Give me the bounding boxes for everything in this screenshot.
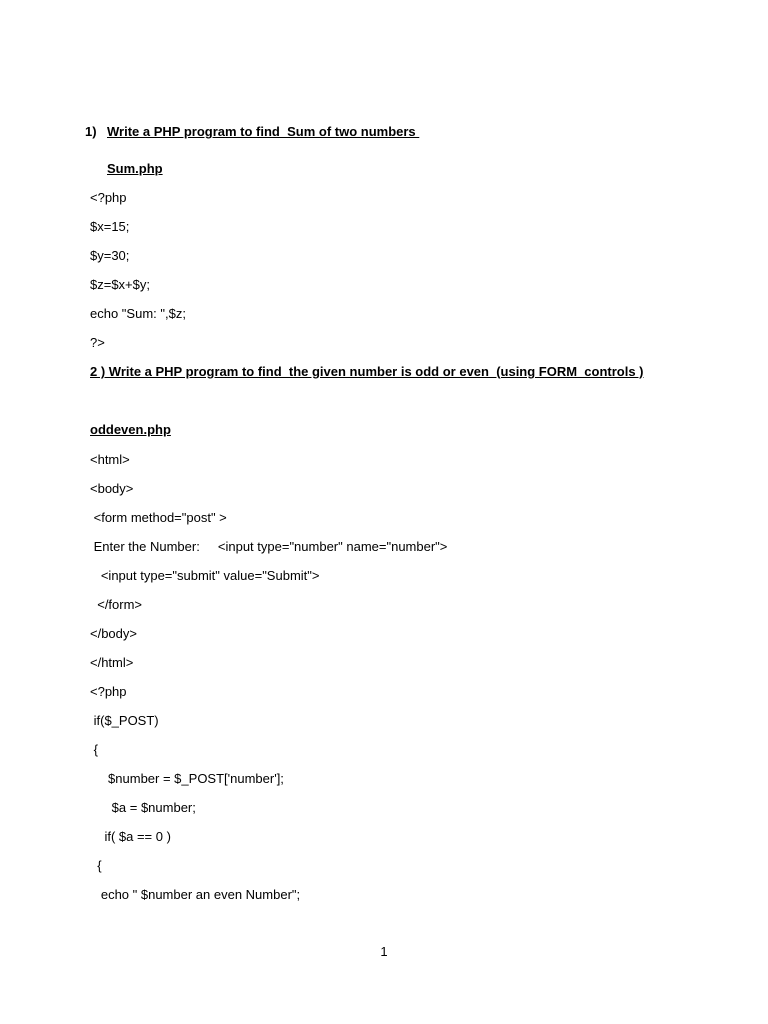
code-line: Enter the Number: <input type="number" name="number">: [90, 539, 448, 554]
question-1-title: Write a PHP program to find Sum of two numbers: [107, 124, 420, 139]
code-line: $y=30;: [90, 248, 130, 263]
code-line: <form method="post" >: [90, 510, 227, 525]
code-line: echo "Sum: ",$z;: [90, 306, 186, 321]
code-line: $a = $number;: [90, 800, 196, 815]
code-line: ?>: [90, 335, 105, 350]
code-line: </form>: [90, 597, 143, 612]
code-line: $x=15;: [90, 219, 130, 234]
code-line: </html>: [90, 655, 134, 670]
code-line: </body>: [90, 626, 137, 641]
question-2-title: 2 ) Write a PHP program to find the given number is odd or even (using FORM controls ): [90, 364, 644, 379]
code-line: <?php: [90, 684, 127, 699]
code-line: <input type="submit" value="Submit">: [90, 568, 320, 583]
code-line: <?php: [90, 190, 127, 205]
code-line: echo " $number an even Number";: [90, 887, 301, 902]
question-1-filename: Sum.php: [107, 161, 163, 176]
code-line: $z=$x+$y;: [90, 277, 150, 292]
question-2-filename: oddeven.php: [90, 422, 171, 437]
code-line: if($_POST): [90, 713, 159, 728]
code-line: {: [90, 742, 98, 757]
code-line: if( $a == 0 ): [90, 829, 171, 844]
code-line: $number = $_POST['number'];: [90, 771, 284, 786]
code-line: <body>: [90, 481, 134, 496]
code-line: {: [90, 858, 102, 873]
question-1-number: 1): [85, 124, 97, 139]
page-number: 1: [380, 944, 388, 959]
code-line: <html>: [90, 452, 130, 467]
